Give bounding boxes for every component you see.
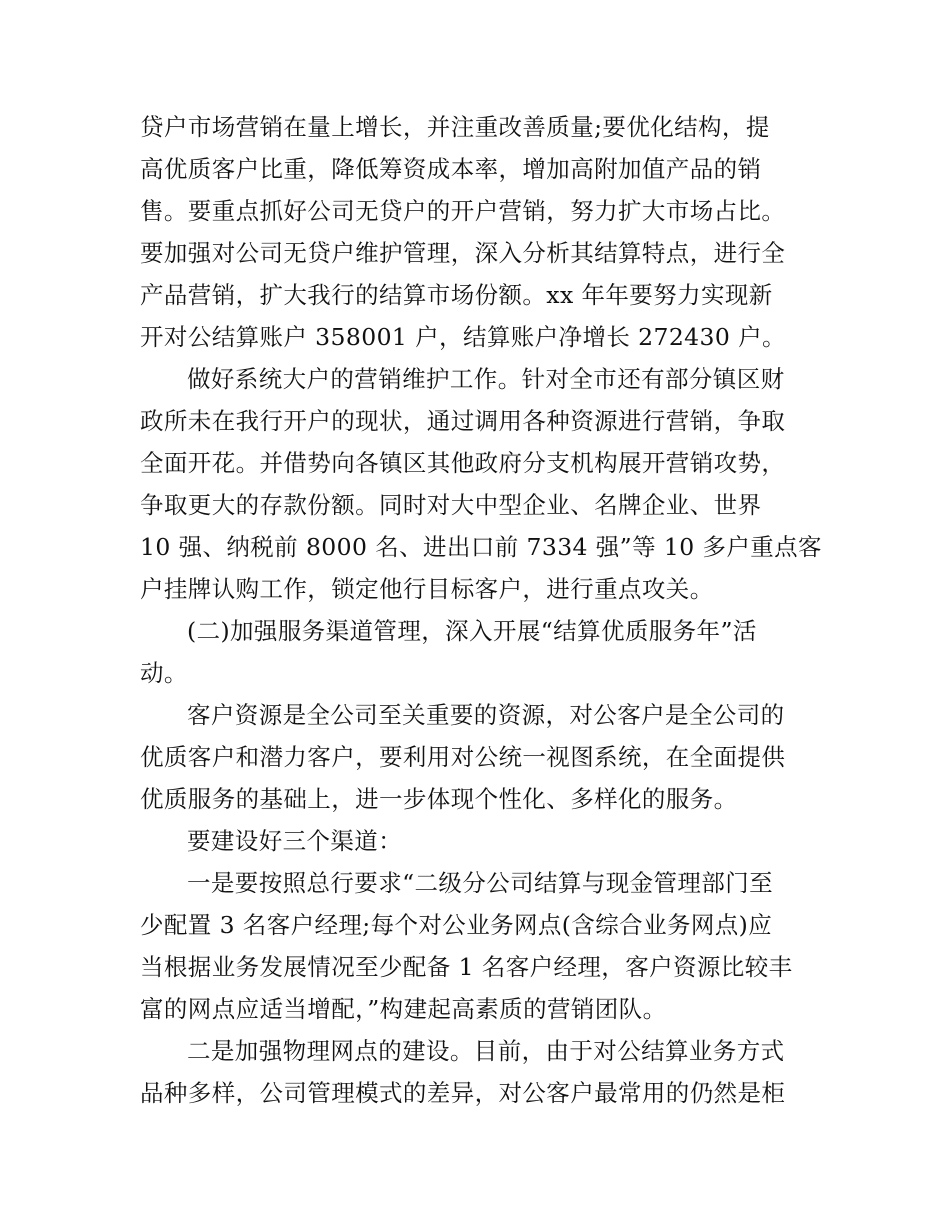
text-line: 10 强、纳税前 8000 名、进出口前 7334 强”等 10 多户重点客 bbox=[140, 533, 822, 561]
document-body bbox=[140, 106, 820, 1114]
text-line: 开对公结算账户 358001 户，结算账户净增长 272430 户。 bbox=[140, 323, 786, 351]
text-line: 当根据业务发展情况至少配备 1 名客户经理，客户资源比较丰 bbox=[140, 953, 793, 981]
text-line: 贷户市场营销在量上增长，并注重改善质量;要优化结构，提 bbox=[140, 113, 770, 141]
text-line: 二是加强物理网点的建设。目前，由于对公结算业务方式 bbox=[187, 1037, 785, 1065]
text-line: 售。要重点抓好公司无贷户的开户营销，努力扩大市场占比。 bbox=[140, 197, 786, 225]
text-line: 政所未在我行开户的现状，通过调用各种资源进行营销，争取 bbox=[140, 407, 786, 435]
text-line: 少配置 3 名客户经理;每个对公业务网点(含综合业务网点)应 bbox=[140, 911, 773, 939]
text-line: 客户资源是全公司至关重要的资源，对公客户是全公司的 bbox=[187, 701, 785, 729]
text-line: 优质客户和潜力客户，要利用对公统一视图系统，在全面提供 bbox=[140, 743, 786, 771]
text-line: 品种多样，公司管理模式的差异，对公客户最常用的仍然是柜 bbox=[140, 1079, 786, 1107]
text-line: 要加强对公司无贷户维护管理，深入分析其结算特点，进行全 bbox=[140, 239, 786, 267]
text-line: 高优质客户比重，降低筹资成本率，增加高附加值产品的销 bbox=[140, 155, 762, 183]
text-line: 产品营销，扩大我行的结算市场份额。xx 年年要努力实现新 bbox=[140, 281, 773, 309]
text-line: (二)加强服务渠道管理，深入开展“结算优质服务年”活 bbox=[187, 617, 757, 645]
text-line: 一是要按照总行要求“二级分公司结算与现金管理部门至 bbox=[187, 869, 774, 897]
text-line: 动。 bbox=[140, 659, 188, 687]
text-line: 优质服务的基础上，进一步体现个性化、多样化的服务。 bbox=[140, 785, 738, 813]
text-line: 全面开花。并借势向各镇区其他政府分支机构展开营销攻势， bbox=[140, 449, 786, 477]
text-line: 做好系统大户的营销维护工作。针对全市还有部分镇区财 bbox=[187, 365, 785, 393]
text-line: 户挂牌认购工作，锁定他行目标客户，进行重点攻关。 bbox=[140, 575, 714, 603]
text-line: 要建设好三个渠道： bbox=[187, 827, 403, 855]
text-line: 富的网点应适当增配，”构建起高素质的营销团队。 bbox=[140, 995, 667, 1023]
text-line: 争取更大的存款份额。同时对大中型企业、名牌企业、世界 bbox=[140, 491, 762, 519]
